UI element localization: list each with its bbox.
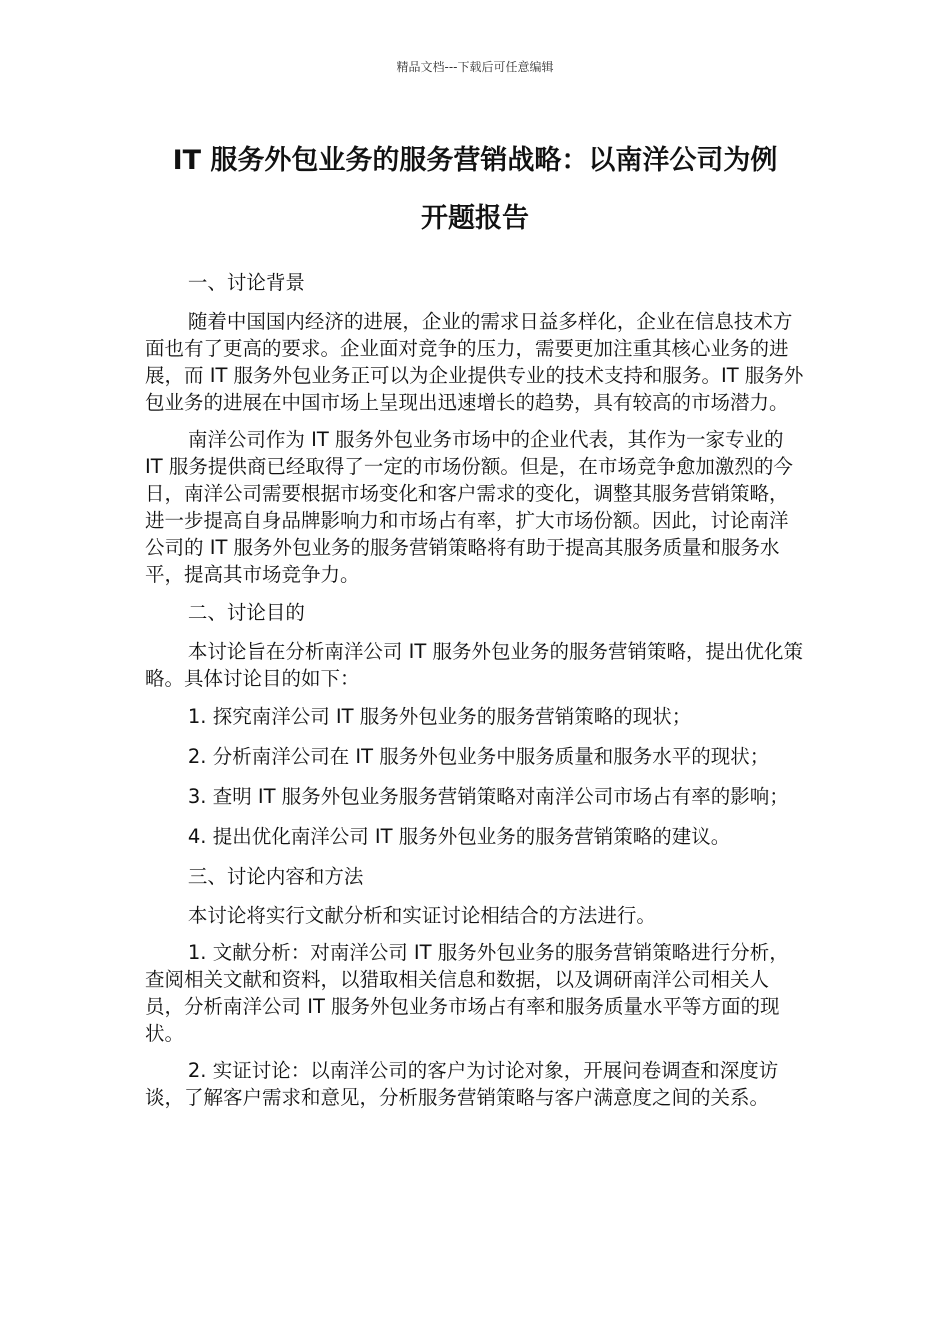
- document-body: [145, 268, 805, 1121]
- section-heading-background: 一、讨论背景: [187, 271, 305, 294]
- list-item-purpose-4: 4. 提出优化南洋公司 IT 服务外包业务的服务营销策略的建议。: [187, 825, 731, 848]
- list-item-purpose-1: 1. 探究南洋公司 IT 服务外包业务的服务营销策略的现状；: [187, 705, 692, 728]
- paragraph-background-2: 南洋公司作为 IT 服务外包业务市场中的企业代表，其作为一家专业的 IT 服务提供商已经取得了一定的市场份额。但是，在市场竞争愈加激烈的今日，南洋公司需要根据市场变化和客户需求的变化，调整其服务营销策略，进一步提高自身品牌影响力和市场占有率，扩大市场份额。因此，讨论南洋公司的 IT 服务外包业务的服务营销策略将有助于提高其服务质量和服务水平，提高其市场竞争力。: [145, 428, 793, 586]
- list-item-purpose-2: 2. 分析南洋公司在 IT 服务外包业务中服务质量和服务水平的现状；: [187, 745, 770, 768]
- paragraph-background-1: 随着中国国内经济的进展，企业的需求日益多样化，企业在信息技术方面也有了更高的要求。企业面对竞争的压力，需要更加注重其核心业务的进展，而 IT 服务外包业务正可以为企业提供专业的技术支持和服务。IT 服务外包业务的进展在中国市场上呈现出迅速增长的趋势，具有较高的市场潜力。: [145, 310, 804, 414]
- document-title-line2: 开题报告: [421, 203, 529, 234]
- section-heading-purpose: 二、讨论目的: [187, 601, 305, 624]
- list-item-purpose-3: 3. 查明 IT 服务外包业务服务营销策略对南洋公司市场占有率的影响；: [187, 785, 789, 808]
- document-title-line1: IT 服务外包业务的服务营销战略：以南洋公司为例: [172, 145, 778, 176]
- section-heading-methods: 三、讨论内容和方法: [187, 865, 364, 888]
- paragraph-method-literature: 1. 文献分析：对南洋公司 IT 服务外包业务的服务营销策略进行分析，查阅相关文献和资料，以猎取相关信息和数据，以及调研南洋公司相关人员，分析南洋公司 IT 服务外包业务市场占有率和服务质量水平等方面的现状。: [145, 941, 789, 1045]
- header-note: 精品文档---下载后可任意编辑: [396, 60, 554, 74]
- paragraph-method-empirical: 2. 实证讨论：以南洋公司的客户为讨论对象，开展问卷调查和深度访谈，了解客户需求和意见，分析服务营销策略与客户满意度之间的关系。: [145, 1059, 779, 1109]
- paragraph-methods-intro: 本讨论将实行文献分析和实证讨论相结合的方法进行。: [187, 904, 656, 927]
- paragraph-purpose-intro: 本讨论旨在分析南洋公司 IT 服务外包业务的服务营销策略，提出优化策略。具体讨论目的如下：: [145, 640, 803, 690]
